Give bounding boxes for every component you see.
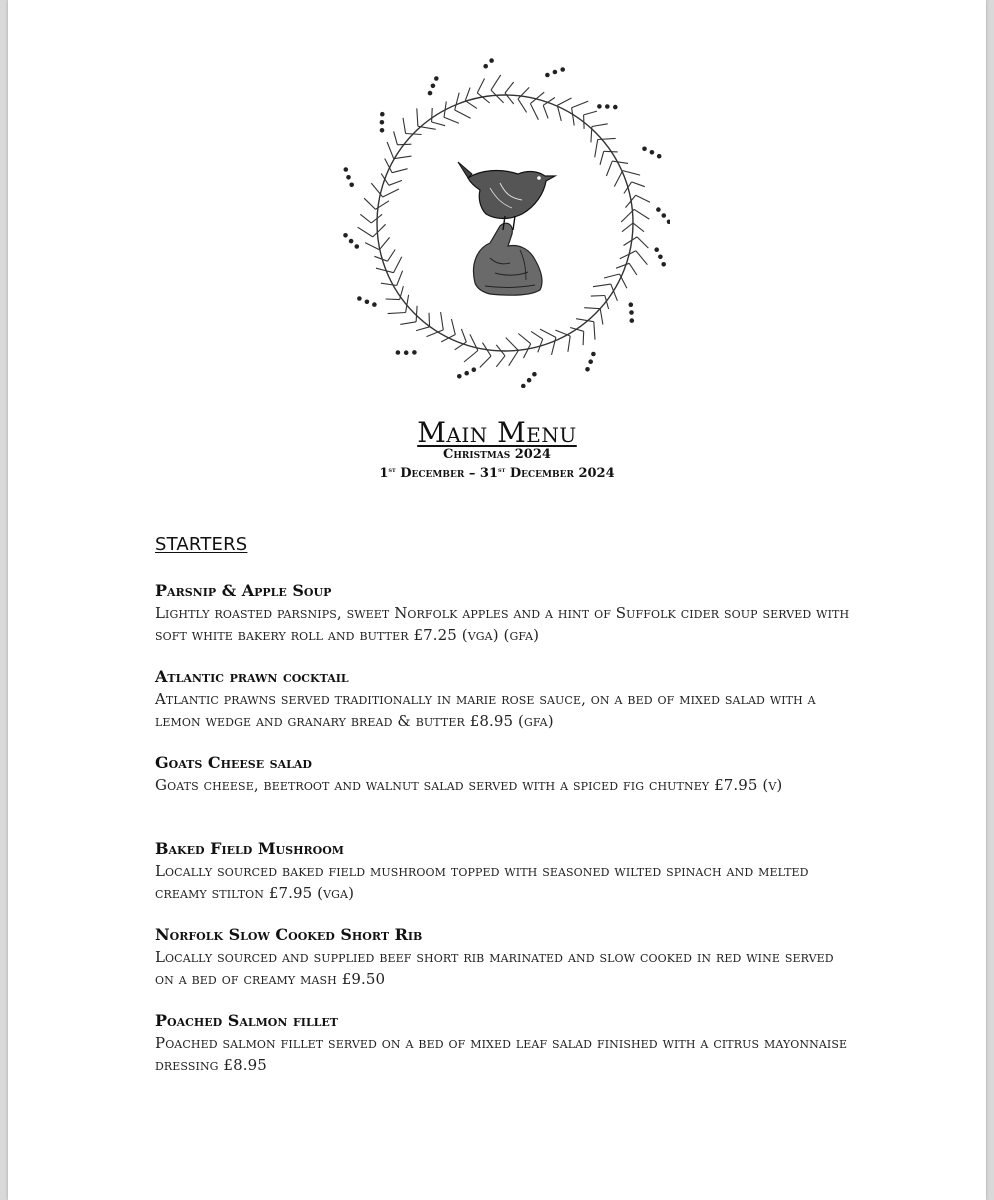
menu-item [155, 752, 855, 838]
menu-item [155, 1010, 855, 1096]
start-suffix: st [388, 465, 396, 474]
menu-dates [8, 462, 986, 481]
menu-item [155, 924, 855, 1010]
section-heading-starters: STARTERS [155, 534, 248, 555]
end-day: 31 [479, 466, 498, 481]
hand-icon [473, 223, 542, 295]
title-block [8, 418, 986, 481]
menu-subtitle: Christmas 2024 [443, 447, 551, 462]
item-description: Poached salmon fillet served on a bed of mixed leaf salad finished with a citrus mayonnaise dressing £8.95 [155, 1034, 848, 1074]
wren-bird-icon [458, 162, 555, 230]
menu-item [155, 838, 855, 924]
item-name: Atlantic prawn cocktail [155, 667, 349, 686]
page-title: Main Menu [417, 416, 577, 449]
item-name: Parsnip & Apple Soup [155, 581, 332, 600]
item-description: Atlantic prawns served traditionally in marie rose sauce, on a bed of mixed salad with a lemon wedge and granary bread & butter £8.95 (gfa) [155, 690, 816, 730]
start-month: December [400, 466, 465, 481]
menu-item [155, 666, 855, 752]
wreath-logo-icon [340, 58, 670, 388]
end-suffix: st [498, 465, 506, 474]
item-description: Goats cheese, beetroot and walnut salad served with a spiced fig chutney £7.95 (v) [155, 776, 783, 794]
date-separator: – [468, 466, 476, 481]
item-name: Norfolk Slow Cooked Short Rib [155, 925, 423, 944]
menu-page [8, 0, 986, 1200]
item-name: Baked Field Mushroom [155, 839, 344, 858]
end-month: December 2024 [509, 466, 615, 481]
item-description: Locally sourced baked field mushroom topped with seasoned wilted spinach and melted creamy stilton £7.95 (vga) [155, 862, 809, 902]
item-name: Goats Cheese salad [155, 753, 312, 772]
item-name: Poached Salmon fillet [155, 1011, 338, 1030]
menu-item [155, 580, 855, 666]
start-day: 1 [379, 466, 389, 481]
item-description: Locally sourced and supplied beef short rib marinated and slow cooked in red wine served on a bed of creamy mash £9.50 [155, 948, 834, 988]
starters-list [155, 580, 855, 1096]
item-description: Lightly roasted parsnips, sweet Norfolk apples and a hint of Suffolk cider soup served with soft white bakery roll and butter £7.25 (vga) (gfa) [155, 604, 850, 644]
